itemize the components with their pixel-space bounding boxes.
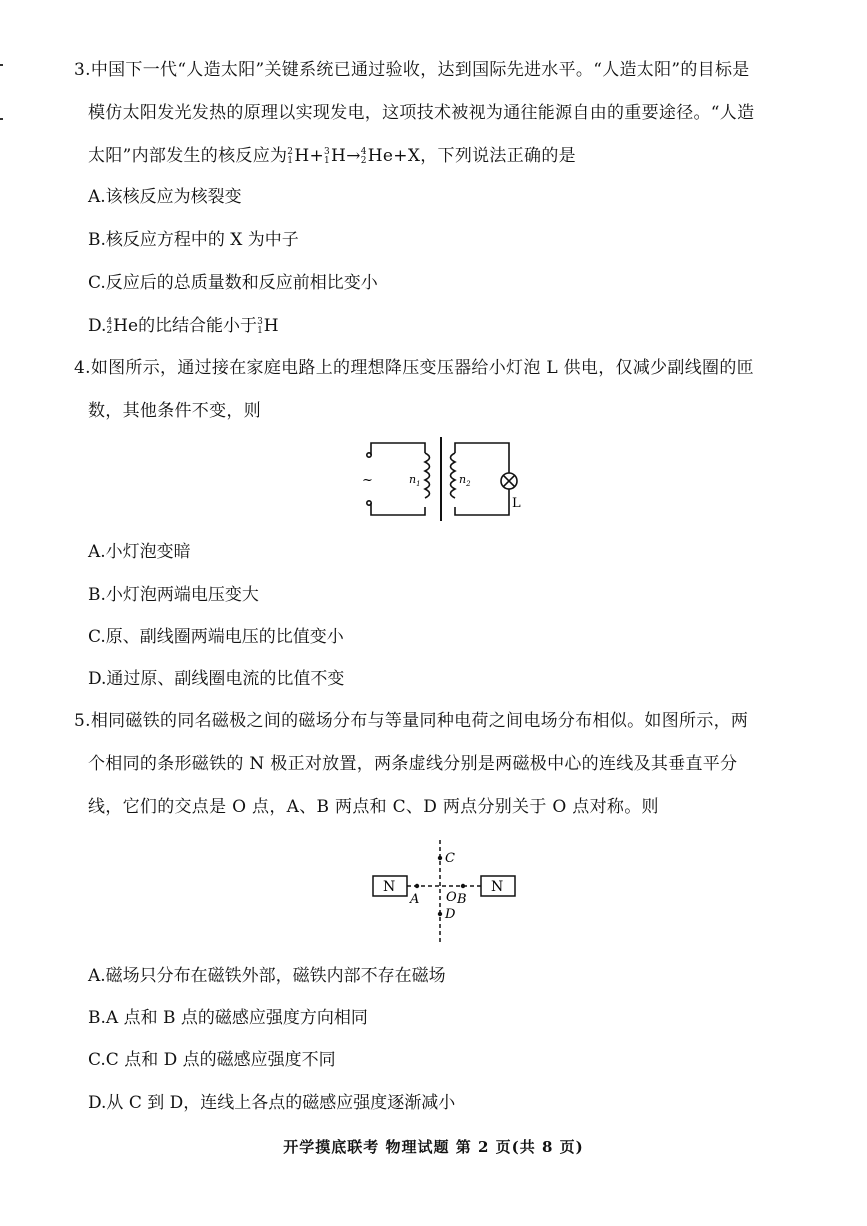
q4-option-d: D.通过原、副线圈电流的比值不变 (88, 669, 345, 689)
plus-sign: + (309, 146, 325, 166)
point-c (438, 856, 442, 860)
q5-line-1: 5.相同磁铁的同名磁极之间的磁场分布与等量同种电荷之间电场分布相似。如图所示，两 (74, 711, 749, 731)
primary-coil (425, 453, 430, 498)
point-b (461, 884, 465, 888)
transformer-circuit-diagram (355, 435, 535, 525)
q3-option-d: D. 4 2 He的比结合能小于 3 1 H (88, 316, 279, 336)
secondary-coil (451, 453, 456, 498)
secondary-wire-top (455, 443, 509, 473)
secondary-wire-bottom (455, 489, 509, 515)
q5-line-2: 个相同的条形磁铁的 N 极正对放置，两条虚线分别是两磁极中心的连线及其垂直平分 (88, 754, 738, 774)
primary-wire-top (371, 443, 425, 455)
nuclide-h3: 3 1 H (257, 316, 279, 336)
label-d: D (445, 907, 456, 922)
point-a (415, 884, 419, 888)
nuclide-he4: 4 2 He (106, 316, 139, 336)
q4-option-a: A.小灯泡变暗 (88, 542, 191, 562)
label-a: A (410, 892, 420, 907)
page-footer: 开学摸底联考 物理试题 第 2 页(共 8 页) (283, 1138, 584, 1156)
lamp-label: L (512, 496, 521, 511)
nuclide-h2: 2 1 H (287, 146, 310, 166)
q4-line-2: 数，其他条件不变，则 (88, 401, 261, 421)
q3-option-c: C.反应后的总质量数和反应前相比变小 (88, 273, 378, 293)
q5-option-c: C.C 点和 D 点的磁感应强度不同 (88, 1050, 336, 1070)
ac-source-symbol: ~ (362, 473, 373, 488)
q3-line-3-prefix: 太阳”内部发生的核反应为 (88, 146, 288, 166)
edge-mark (0, 64, 3, 66)
n1-label: $n_1$ (409, 473, 421, 488)
q3-line-2: 模仿太阳发光发热的原理以实现发电，这项技术被视为通往能源自由的重要途径。“人造 (88, 103, 755, 123)
point-d (438, 912, 442, 916)
n2-label: $n_2$ (459, 473, 471, 488)
nuclide-h3: 3 1 H (324, 146, 347, 166)
label-o: O (446, 890, 457, 905)
label-b: B (457, 892, 467, 907)
nuclide-he4: 4 2 He (360, 146, 394, 166)
magnets-diagram (365, 838, 525, 948)
q3-option-b: B.核反应方程中的 X 为中子 (88, 230, 299, 250)
left-pole-label: N (383, 879, 396, 895)
primary-wire-bottom (371, 503, 425, 515)
q3-line-3: 太阳”内部发生的核反应为 2 1 H+ 3 1 H→ 4 2 He+X，下列说法正确的是 (88, 146, 576, 166)
q5-option-b: B.A 点和 B 点的磁感应强度方向相同 (88, 1008, 368, 1028)
edge-mark (0, 118, 3, 120)
q3-option-a: A.该核反应为核裂变 (88, 187, 242, 207)
q4-line-1: 4.如图所示，通过接在家庭电路上的理想降压变压器给小灯泡 L 供电，仅减少副线圈的匝 (74, 358, 754, 378)
q5-option-d: D.从 C 到 D，连线上各点的磁感应强度逐渐减小 (88, 1093, 456, 1113)
q3-line-1: 3.中国下一代“人造太阳”关键系统已通过验收，达到国际先进水平。“人造太阳”的目标是 (74, 60, 750, 80)
q3-line-3-suffix: ，下列说法正确的是 (420, 146, 576, 166)
label-c: C (445, 851, 455, 866)
q5-option-a: A.磁场只分布在磁铁外部，磁铁内部不存在磁场 (88, 966, 446, 986)
product-x: X (407, 146, 421, 166)
right-pole-label: N (491, 879, 504, 895)
q4-option-b: B.小灯泡两端电压变大 (88, 585, 259, 605)
reaction-arrow: → (346, 146, 361, 166)
q5-line-3: 线，它们的交点是 O 点，A、B 两点和 C、D 两点分别关于 O 点对称。则 (88, 797, 659, 817)
q4-option-c: C.原、副线圈两端电压的比值变小 (88, 627, 344, 647)
